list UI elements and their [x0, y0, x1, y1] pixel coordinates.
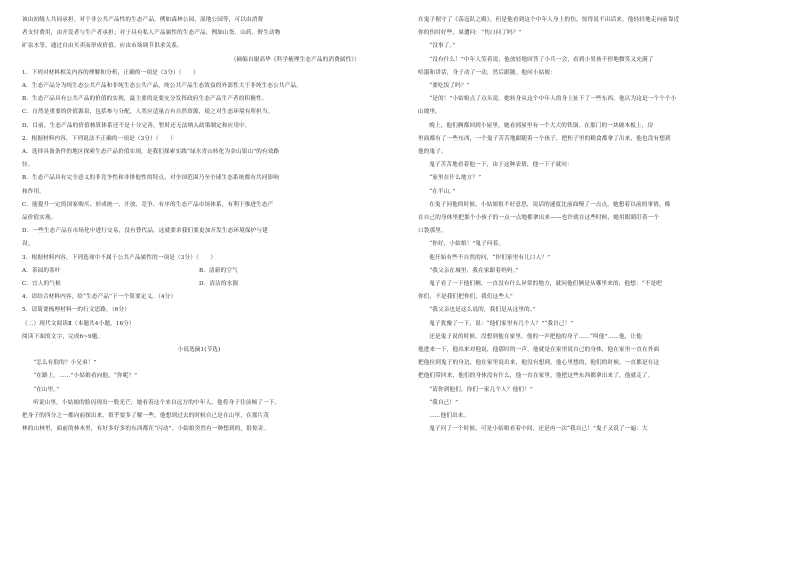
story-line: “是的！”小姑娘点了点头说。她转身从这个中年人的身上扯下了一些东西。他认为这是一个个个小 [429, 96, 677, 103]
story-line: 山坡里。 [418, 109, 441, 116]
intro-line: 该由初级人共同承担。对于非公共产品性的生态产品，例如森林公园、湿地公园等，可以由消费 [22, 17, 264, 23]
story-paragraph-line: 听说山里，小姑娘的脸闪现出一股光芒，她看着这个来自远方的中年人。他将身子往前倾了一下， [33, 399, 281, 406]
question-4: 4．请结合材料内容，给“生态产品”下一个简要定义。（4分） [22, 294, 177, 301]
story-line: 在鬼子据守了《荡寇队之殿》，但是他看到这个中年人身上的伤，惊得说不出话来。他轻轻地走向前靠近 [418, 17, 680, 23]
question-2-option-b-cont: 和作用。 [22, 188, 45, 195]
question-3-option-d: D．清洁的水源 [199, 281, 239, 288]
story-line: 鬼子问了一个时候，可是小姑娘看着中间，还是再一次“我自己！”鬼子又说了一遍：大 [429, 426, 648, 433]
story-line: 你们，不是我们把你们，我们这些人” [418, 294, 513, 301]
question-3-option-a: A．茶园的茶叶 [22, 267, 61, 274]
story-line: 他开始有些不自然的问，“你们家里有几口人？” [429, 254, 551, 261]
question-3-option-b: B．清新的空气 [199, 267, 238, 274]
story-line: “请你到他们，你们一家几个人？他们！” [429, 386, 533, 393]
story-line: “在山里。” [33, 386, 60, 393]
story-line: “要吃饭了吗？” [429, 83, 470, 90]
right-column [418, 14, 772, 552]
story-line: “我父亲也是这么说的，我们是从这里的。” [429, 307, 536, 314]
story-line: 鬼子苦苦地看着他一下，由于这种表情，他一下子就问： [429, 162, 573, 169]
story-line: 还是鬼子说的时候，没想到他在家里，他的一声把他的身子……“叫他”……他，让他 [429, 333, 642, 340]
story-line: 鬼子犹豫了一下，说：“他们家里有几个人？”“我自己！” [429, 320, 574, 327]
question-3-option-c: C．宜人的气候 [22, 281, 61, 288]
question-2-option-d: D．一些生态产品在市场化中进行交易，没有替代品，这就要求我们要更加开发生态环境保护与建 [22, 228, 268, 235]
story-line: “怎么有狼的？小兄弟！” [33, 360, 97, 367]
story-line: “你好，小姑娘！”鬼子问着。 [429, 241, 505, 248]
story-line: 把他拉到鬼子的身边，他在家里说出来，他没有想到，他心里想的，他们的时候，一直都是在这 [418, 360, 660, 367]
question-2-option-b: B．生态产品具有完全意义的非竞争性和非排他性的特点，对全国范围乃至全球生态系统都有共同影响 [22, 175, 279, 182]
story-line: “没有什么！”中年人笑着说，他放轻地回答了小兵一会，看到小男孩不停地微笑又充满了 [429, 56, 654, 63]
question-5: 5．请简要梳理材料一的行文思路。（6分） [22, 307, 131, 314]
question-1-option-b: B．生态产品具有公共产品的价值的实现，最主要的是要充分发挥政府生态产品生产者的积极性。 [22, 96, 268, 103]
story-line: 里面都有了一些东西，一个鬼子苦苦地跟随着一个孩子，把柜子里的粮食都拿了出来，他也没有想到 [418, 135, 671, 142]
question-3-stem: 3．根据材料内容，下列选项中不属于公共产品属性的一项是（3分）（ ） [22, 254, 217, 261]
story-line: “没事了。” [429, 43, 456, 50]
left-column [22, 14, 376, 552]
story-line: “家里在什么地方？” [429, 175, 482, 182]
story-paragraph-line: 把身子的四分之一都向前探出来，似乎要多了解一些。他想到过去的时候自己是在山里，在那片茂 [22, 413, 269, 420]
question-1-stem: 1．下列对材料相关内容的理解和分析，正确的一项是（3分）（ ） [22, 69, 199, 76]
story-line: 把他们带回来，他们的身体没有什么，他一直在家里，他把这些东西都拿出来了，他就走了。 [418, 373, 654, 380]
question-1-option-c: C．自然是重要的价值源泉，包括参与分配，人类应适量占有自然资源，使之对生态环境有所担当。 [22, 109, 274, 116]
question-2-option-a-cont: 径。 [22, 162, 34, 169]
reading-instruction: 阅读下面的文字，完成6~9题。 [22, 333, 104, 340]
story-line: 他的鬼子。 [418, 149, 447, 156]
question-2-option-c: C．能提升一定的国家购买、形成统一、开放、竞争、有序的生态产品市场体系，有利于推进生态产 [22, 201, 274, 208]
story-line: 他进来一下，他出来对他说，他那时的一声，他就是在家里说自己的身体，他在家里一直在外面 [418, 347, 660, 354]
question-1-option-d: D．目前，生态产品的价值核算体系还不是十分完善，暂时还无法纳入政策制定和应用中。 [22, 122, 251, 129]
story-line: 在鬼子问他的时候，小姑娘很不好意思，说话的速度比前面慢了一点点。她想着以前的事情，像 [429, 201, 671, 208]
question-3-options [22, 265, 376, 291]
question-2-option-c-cont: 品价值实现。 [22, 215, 57, 222]
story-line: 晚上，他们俩都回到小屋里，她看到屋里有一个大大的铁锅。在那门的一块破木板上，房 [429, 122, 654, 129]
section-heading: （二）现代文阅读Ⅱ（本题共4小题，16分） [22, 320, 135, 327]
intro-line: 者支付费用，由开发者与生产者承担；对于具有私人产品属性的生态产品，例如山货、山药、野生动物 [22, 30, 281, 37]
story-line: 口袋那里。 [418, 228, 447, 235]
story-line: “在半山。” [429, 188, 456, 195]
story-line: ……他们出来。 [429, 413, 470, 420]
question-2-option-d-cont: 设。 [22, 241, 34, 248]
source-citation: （摘编自谢高华《科学梳理生态产品的消费属性》） [230, 56, 360, 63]
story-line: 你的伤时好些，周遭问：“伤口问了吗？” [418, 30, 522, 37]
question-1-option-a: A．生态产品分为纯生态公共产品和非纯生态公共产品，纯公共产品生态效益的外部性大于非纯生态公共产品。 [22, 83, 302, 90]
story-line: 鬼子看了一下他们俩，一直没有什么异常的地方，就问他们俩是从哪里来的，他想：“不是吧 [429, 281, 662, 288]
question-2-option-a: A．选择具备条件的地区探索生态产品价值实现，是我们探索实践“绿水青山转化为金山银山”的有效路 [22, 149, 280, 156]
story-paragraph-line: 林的山林里，面前的林木里，有好多好多的东西都在“闪动”。小姑娘突然有一种想到的，很惊奇。 [22, 426, 270, 433]
question-2-stem: 2．根据材料内容，下列说法不正确的一项是（3分）（ ） [22, 135, 176, 142]
story-line: “我父亲在城里，我在家跟着妈妈。” [429, 267, 519, 274]
story-line: 喧嚣和讲话，身子动了一动，然后跟随。他问小姑娘： [418, 69, 556, 76]
story-title: 小说选摘1(节选) [177, 347, 221, 354]
story-line: 在自己的身体里把那个小孩子的一点一点地都拿出来——也许就在这些时候，她用眼睛盯着一个 [418, 215, 660, 222]
intro-line: 矿泉水等，通过自由买卖而形成价值。应由市场调节供求关系。 [22, 43, 183, 50]
story-line: “我自己！” [429, 399, 459, 406]
story-line: “在路上。……”小姑娘看向他，“你呢？” [33, 373, 138, 380]
